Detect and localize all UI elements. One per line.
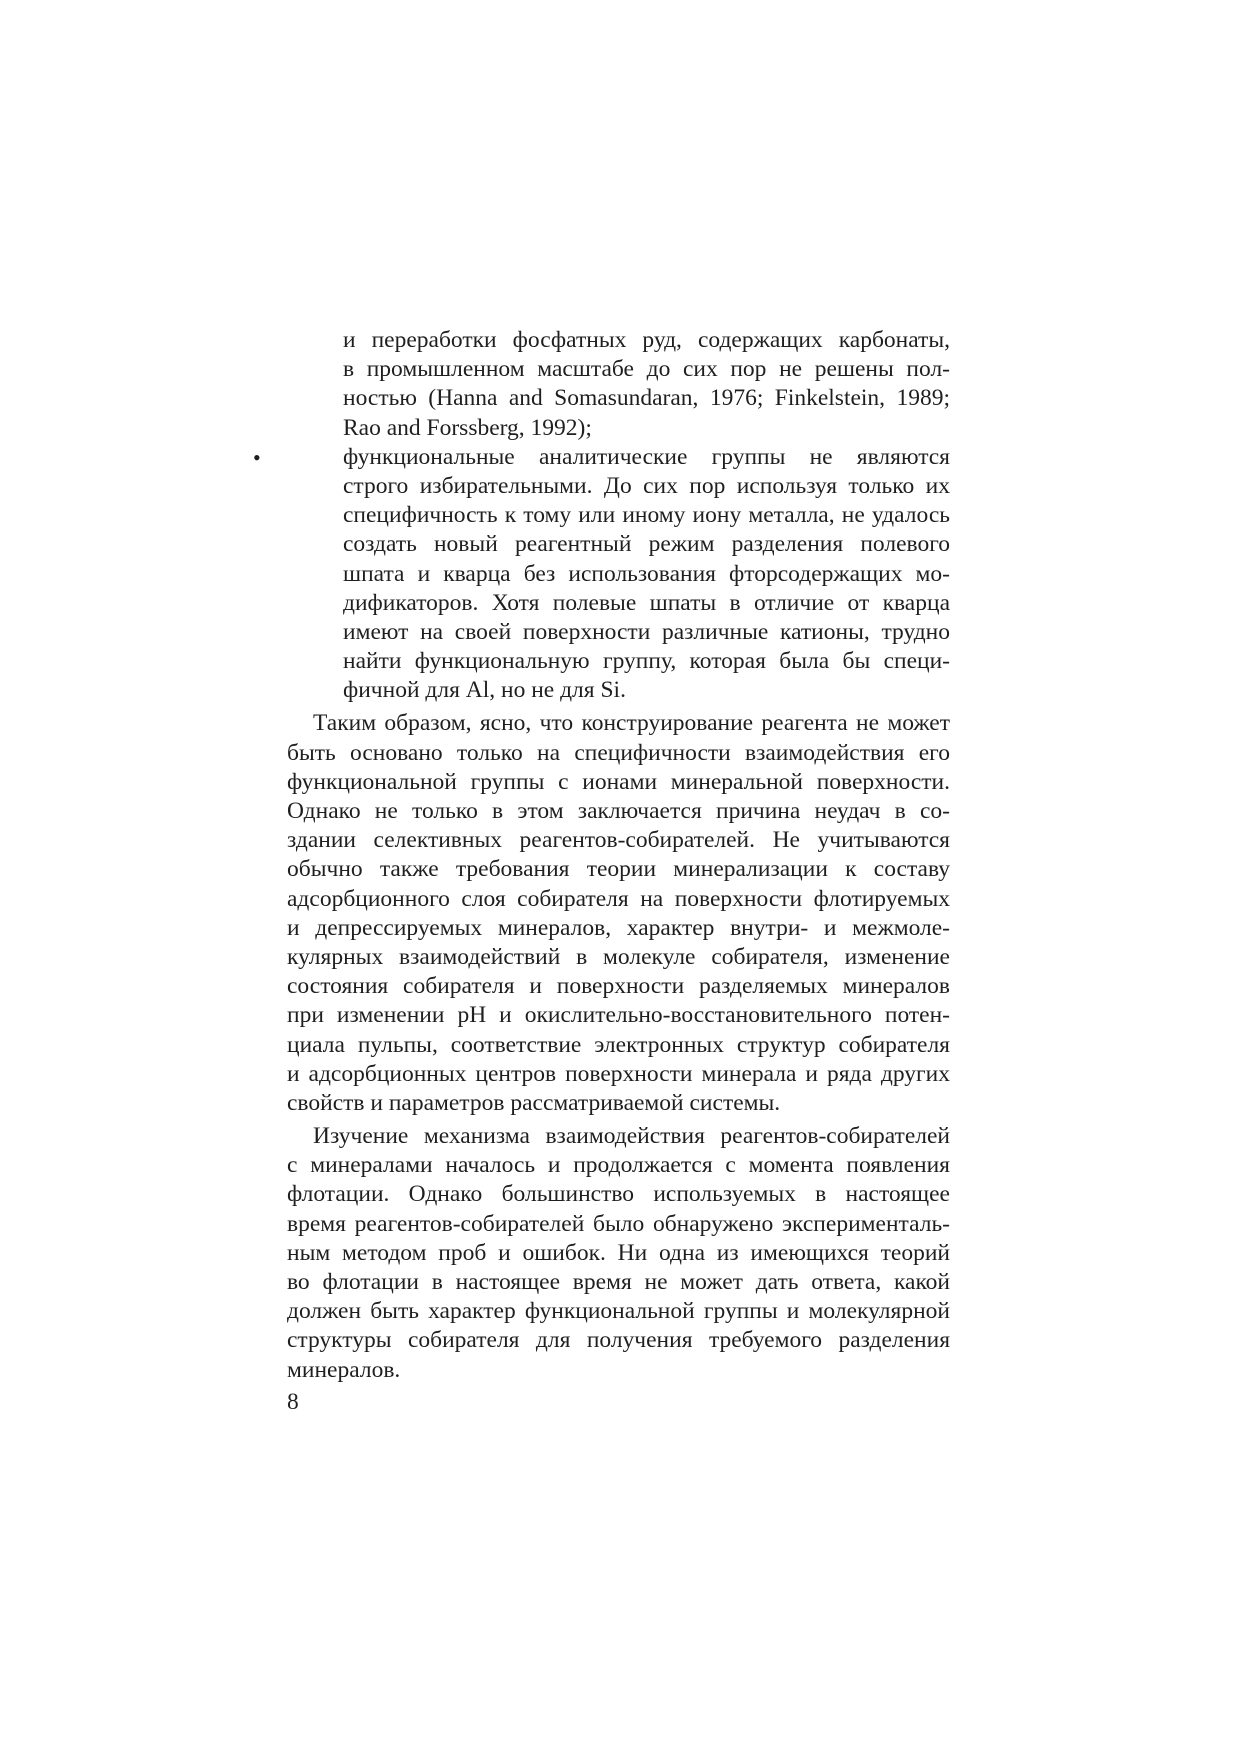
text-line: создать новый реагентный режим разделения полевого (343, 531, 950, 558)
text-line: Изучение механизма взаимодействия реагентов-собирателей (313, 1123, 950, 1150)
text-line: Однако не только в этом заключается причина неудач в со- (287, 798, 950, 824)
paragraph (287, 709, 950, 1118)
text-line: Таким образом, ясно, что конструирование реагента не может (313, 710, 950, 737)
text-line: с минералами началось и продолжается с момента появления (287, 1152, 950, 1179)
text-line: дификаторов. Хотя полевые шпаты в отличие от кварца (343, 589, 950, 616)
text-line: здании селективных реагентов-собирателей. Не учитываются (287, 827, 950, 854)
text-line: ностью (Hanna and Somasundaran, 1976; Finkelstein, 1989; (343, 385, 950, 412)
bullet-item (253, 443, 950, 706)
text-line: фичной для Al, но не для Si. (343, 677, 626, 704)
text-line: кулярных взаимодействий в молекуле собирателя, изменение (287, 943, 950, 970)
continued-bullet-item (287, 326, 950, 443)
text-line: имеют на своей поверхности различные катионы, трудно (343, 618, 950, 645)
text-line: адсорбционного слоя собирателя на поверхности флотируемых (287, 885, 950, 912)
paragraph (287, 1122, 950, 1385)
page-body (253, 326, 950, 1385)
text-line: и адсорбционных центров поверхности минерала и ряда других (287, 1060, 950, 1087)
text-line: строго избирательными. До сих пор используя только их (343, 472, 950, 499)
text-line: в промышленном масштабе до сих пор не решены пол- (343, 356, 950, 383)
text-line: и депрессируемых минералов, характер внутри- и межмоле- (287, 914, 950, 941)
text-line: специфичность к тому или иному иону металла, не удалось (343, 502, 950, 529)
text-line: обычно также требования теории минерализации к составу (287, 856, 950, 883)
text-line: ным методом проб и ошибок. Ни одна из имеющихся теорий (287, 1239, 950, 1266)
text-line: найти функциональную группу, которая была бы специ- (343, 648, 950, 675)
text-line: при изменении pH и окислительно-восстановительного потен- (287, 1002, 950, 1029)
text-line: минералов. (287, 1356, 401, 1383)
text-line: флотации. Однако большинство используемых в настоящее (287, 1181, 950, 1208)
text-line: Rao and Forssberg, 1992); (343, 414, 592, 441)
text-line: во флотации в настоящее время не может дать ответа, какой (287, 1269, 950, 1295)
text-line: шпата и кварца без использования фторсодержащих мо- (343, 560, 950, 587)
text-line: должен быть характер функциональной группы и молекулярной (287, 1298, 950, 1325)
text-line: функциональные аналитические группы не являются (343, 443, 950, 470)
page-number: 8 (287, 1389, 299, 1415)
text-line: свойств и параметров рассматриваемой системы. (287, 1089, 781, 1116)
text-line: функциональной группы с ионами минеральной поверхности. (287, 768, 950, 795)
text-line: время реагентов-собирателей было обнаружено эксперименталь- (287, 1210, 950, 1237)
text-line: структуры собирателя для получения требуемого разделения (287, 1327, 950, 1354)
bullet-dot-icon: • (253, 444, 261, 470)
text-line: и переработки фосфатных руд, содержащих карбонаты, (343, 327, 950, 353)
text-line: быть основано только на специфичности взаимодействия его (287, 739, 950, 766)
text-line: циала пульпы, соответствие электронных структур собирателя (287, 1031, 950, 1058)
text-line: состояния собирателя и поверхности разделяемых минералов (287, 973, 950, 1000)
